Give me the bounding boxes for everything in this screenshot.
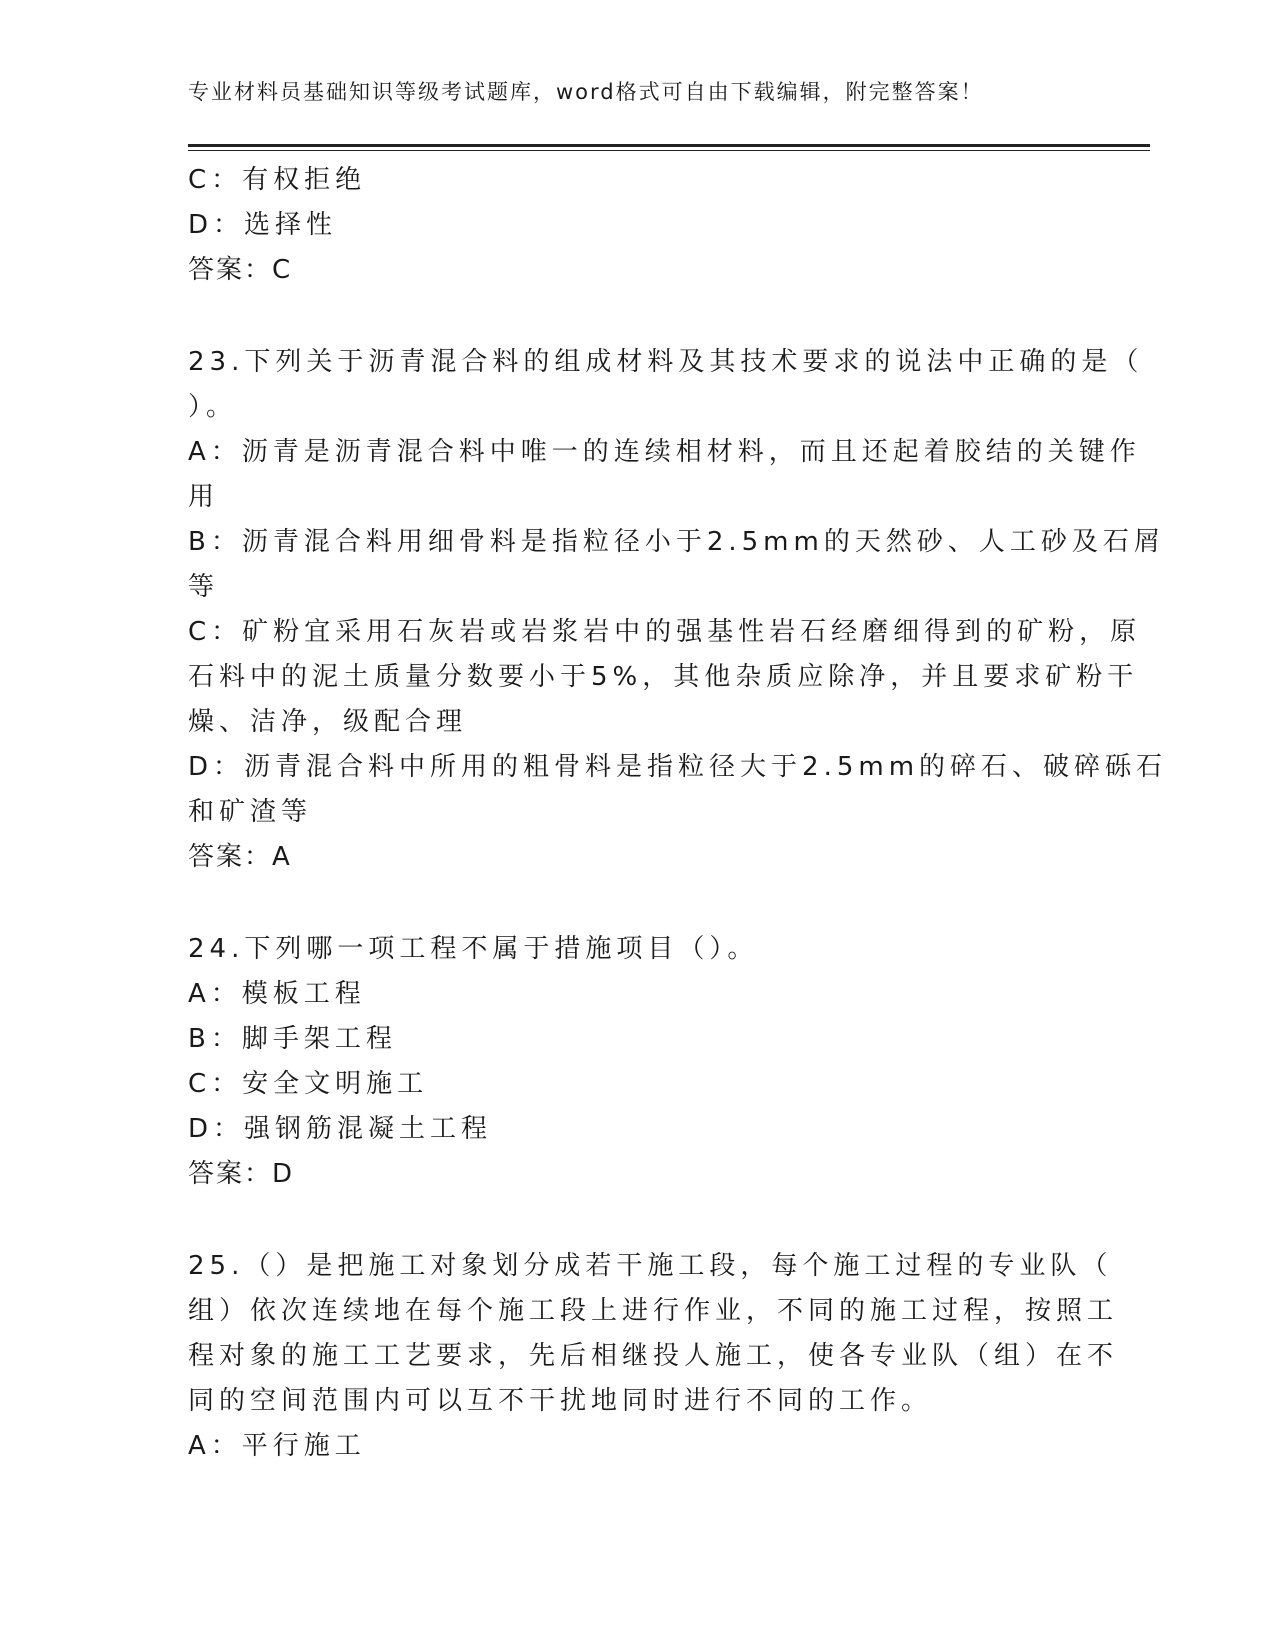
block-gap (188, 293, 1088, 340)
option-line: D：强钢筋混凝土工程 (188, 1114, 493, 1144)
option-line: B：脚手架工程 (188, 1024, 397, 1054)
option-line: A：平行施工 (188, 1431, 366, 1461)
option-line: 用 (188, 482, 220, 512)
question-line: ）。 (188, 392, 238, 422)
question-line: 同的空间范围内可以互不干扰地同时进行不同的工作。 (188, 1386, 933, 1416)
question-line: 24.下列哪一项工程不属于措施项目（）。 (188, 934, 759, 964)
option-line: 燥、洁净，级配合理 (188, 707, 468, 737)
option-line: 和矿渣等 (188, 797, 313, 827)
question-block-22 (188, 158, 1088, 293)
answer-line: 答案：D (188, 1159, 295, 1189)
header-rule-thin (188, 150, 1150, 151)
question-line: 25.（）是把施工对象划分成若干施工段，每个施工过程的专业队（ (188, 1251, 1113, 1281)
option-line: 等 (188, 572, 220, 602)
option-line: A：模板工程 (188, 979, 366, 1009)
question-content (188, 158, 1168, 1469)
question-block-25 (188, 1244, 1119, 1469)
question-line: 组）依次连续地在每个施工段上进行作业，不同的施工过程，按照工 (188, 1296, 1119, 1326)
answer-line: 答案：A (188, 842, 292, 872)
option-line: C：有权拒绝 (188, 165, 367, 195)
block-gap (188, 1197, 1088, 1244)
question-line: 23.下列关于沥青混合料的组成材料及其技术要求的说法中正确的是（ (188, 347, 1144, 377)
option-line: D：选择性 (188, 210, 338, 240)
option-line: 石料中的泥土质量分数要小于5%，其他杂质应除净，并且要求矿粉干 (188, 662, 1139, 692)
option-line: C：安全文明施工 (188, 1069, 429, 1099)
header-rule-thick (188, 144, 1150, 147)
option-line: D：沥青混合料中所用的粗骨料是指粒径大于2.5mm的碎石、破碎砾石 (188, 752, 1168, 782)
question-block-24 (188, 927, 1088, 1197)
option-line: A：沥青是沥青混合料中唯一的连续相材料，而且还起着胶结的关键作 (188, 437, 1141, 467)
block-gap (188, 880, 1088, 927)
answer-line: 答案：C (188, 255, 293, 285)
question-block-23 (188, 340, 1168, 880)
option-line: C：矿粉宜采用石灰岩或岩浆岩中的强基性岩石经磨细得到的矿粉，原 (188, 617, 1142, 647)
question-line: 程对象的施工工艺要求，先后相继投人施工，使各专业队（组）在不 (188, 1341, 1119, 1371)
option-line: B：沥青混合料用细骨料是指粒径小于2.5mm的天然砂、人工砂及石屑 (188, 527, 1165, 557)
page-header: 专业材料员基础知识等级考试题库，word格式可自由下载编辑，附完整答案！ (188, 80, 984, 104)
